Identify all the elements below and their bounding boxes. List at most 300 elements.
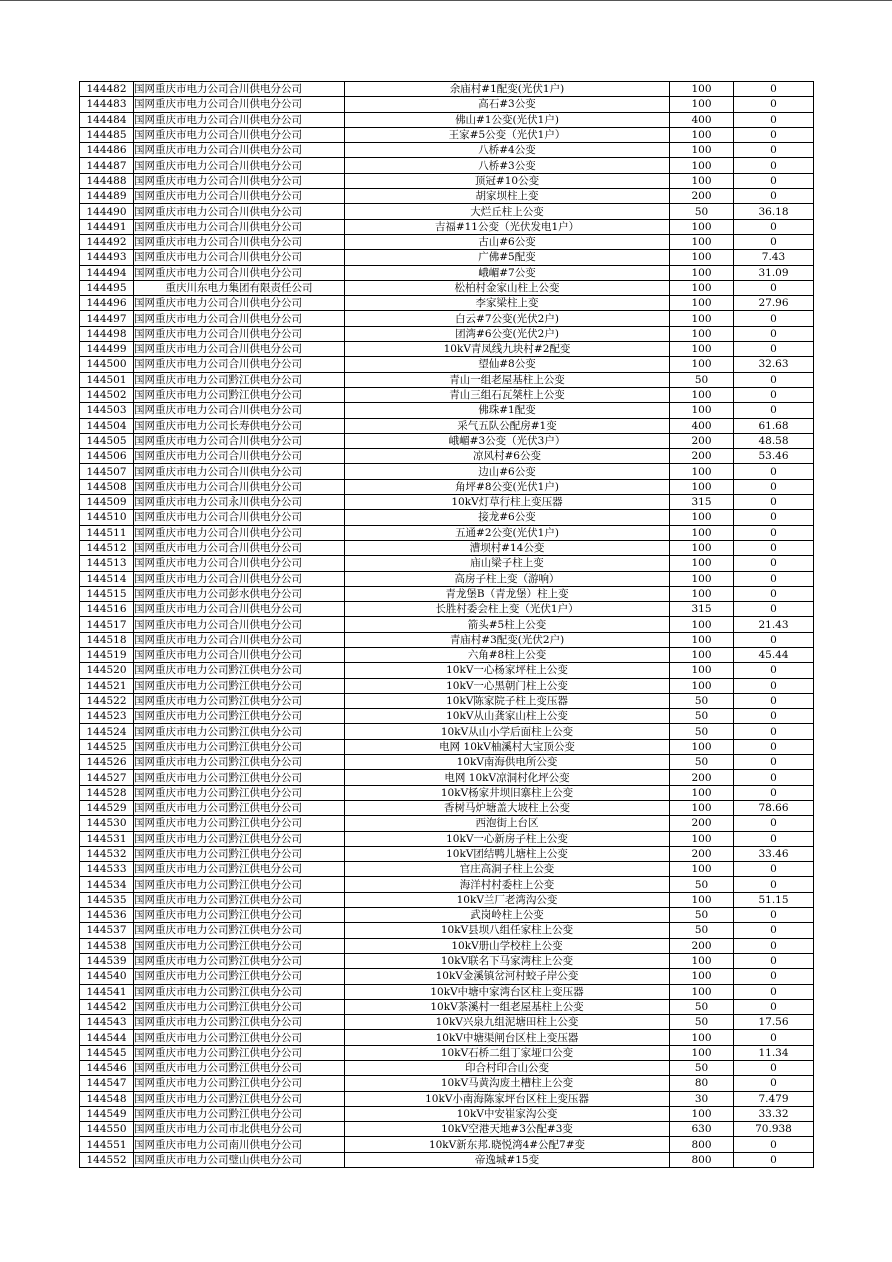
table-row (80, 800, 814, 815)
table-row (80, 785, 814, 800)
cell-id: 144544 (80, 1030, 134, 1045)
cell-value: 0 (734, 877, 814, 892)
cell-value: 0 (734, 510, 814, 525)
cell-company: 国网重庆市电力公司黔江供电分公司 (134, 1045, 345, 1060)
cell-value: 0 (734, 112, 814, 127)
cell-value: 0 (734, 1137, 814, 1152)
cell-id: 144529 (80, 800, 134, 815)
cell-substation-name: 10kV兰厂老湾沟公变 (345, 892, 670, 907)
cell-substation-name: 10kV茶溪村一组老屋基柱上公变 (345, 999, 670, 1014)
cell-substation-name: 庙山梁子柱上变 (345, 556, 670, 571)
table-row (80, 127, 814, 142)
cell-value: 0 (734, 387, 814, 402)
cell-value: 0 (734, 189, 814, 204)
cell-substation-name: 漕坝村#14公变 (345, 540, 670, 555)
cell-substation-name: 团湾#6公变(光伏2户) (345, 326, 670, 341)
cell-substation-name: 印合村印合山公变 (345, 1061, 670, 1076)
table-row (80, 938, 814, 953)
cell-value: 0 (734, 816, 814, 831)
table-row (80, 1061, 814, 1076)
cell-substation-name: 佛山#1公变(光伏1户) (345, 112, 670, 127)
cell-company: 国网重庆市电力公司黔江供电分公司 (134, 908, 345, 923)
cell-substation-name: 峨嵋#7公变 (345, 265, 670, 280)
cell-company: 国网重庆市电力公司黔江供电分公司 (134, 831, 345, 846)
cell-company: 国网重庆市电力公司合川供电分公司 (134, 479, 345, 494)
cell-capacity: 100 (670, 647, 734, 662)
cell-value: 0 (734, 938, 814, 953)
cell-substation-name: 高石#3公变 (345, 97, 670, 112)
cell-capacity: 100 (670, 158, 734, 173)
cell-capacity: 50 (670, 724, 734, 739)
cell-id: 144495 (80, 280, 134, 295)
table-row (80, 1106, 814, 1121)
cell-value: 0 (734, 785, 814, 800)
cell-company: 国网重庆市电力公司黔江供电分公司 (134, 770, 345, 785)
cell-substation-name: 古山#6公变 (345, 234, 670, 249)
cell-value: 27.96 (734, 296, 814, 311)
table-row (80, 234, 814, 249)
cell-substation-name: 西泡街上台区 (345, 816, 670, 831)
cell-id: 144507 (80, 464, 134, 479)
table-row (80, 219, 814, 234)
cell-id: 144528 (80, 785, 134, 800)
cell-company: 国网重庆市电力公司合川供电分公司 (134, 632, 345, 647)
cell-substation-name: 武岗岭柱上公变 (345, 908, 670, 923)
table-row (80, 709, 814, 724)
cell-value: 33.32 (734, 1106, 814, 1121)
cell-value: 53.46 (734, 449, 814, 464)
cell-company: 国网重庆市电力公司合川供电分公司 (134, 296, 345, 311)
cell-company: 国网重庆市电力公司合川供电分公司 (134, 357, 345, 372)
table-row (80, 495, 814, 510)
cell-capacity: 30 (670, 1091, 734, 1106)
table-row (80, 250, 814, 265)
table-row (80, 97, 814, 112)
cell-id: 144518 (80, 632, 134, 647)
cell-substation-name: 10kV一心新房子柱上公变 (345, 831, 670, 846)
cell-substation-name: 电网 10kV凉洞村化坪公变 (345, 770, 670, 785)
cell-id: 144523 (80, 709, 134, 724)
cell-id: 144547 (80, 1076, 134, 1091)
cell-capacity: 100 (670, 234, 734, 249)
cell-company: 国网重庆市电力公司黔江供电分公司 (134, 755, 345, 770)
table-row (80, 510, 814, 525)
cell-id: 144512 (80, 540, 134, 555)
cell-substation-name: 香树马炉塘盖大坡柱上公变 (345, 800, 670, 815)
cell-id: 144498 (80, 326, 134, 341)
cell-substation-name: 10kV中塘渠闸台区柱上变压器 (345, 1030, 670, 1045)
cell-id: 144482 (80, 82, 134, 97)
cell-id: 144483 (80, 97, 134, 112)
cell-id: 144503 (80, 403, 134, 418)
cell-company: 国网重庆市电力公司合川供电分公司 (134, 449, 345, 464)
cell-value: 0 (734, 770, 814, 785)
cell-value: 0 (734, 158, 814, 173)
table-row (80, 770, 814, 785)
cell-substation-name: 六角#8柱上公变 (345, 647, 670, 662)
cell-company: 国网重庆市电力公司黔江供电分公司 (134, 1076, 345, 1091)
cell-capacity: 800 (670, 1152, 734, 1167)
cell-value: 0 (734, 632, 814, 647)
table-row (80, 571, 814, 586)
cell-company: 国网重庆市电力公司黔江供电分公司 (134, 1061, 345, 1076)
cell-id: 144552 (80, 1152, 134, 1167)
table-row (80, 1152, 814, 1167)
cell-company: 国网重庆市电力公司合川供电分公司 (134, 143, 345, 158)
cell-capacity: 100 (670, 342, 734, 357)
cell-id: 144527 (80, 770, 134, 785)
cell-company: 国网重庆市电力公司合川供电分公司 (134, 97, 345, 112)
cell-capacity: 50 (670, 923, 734, 938)
cell-company: 国网重庆市电力公司合川供电分公司 (134, 82, 345, 97)
cell-capacity: 50 (670, 755, 734, 770)
cell-substation-name: 接龙#6公变 (345, 510, 670, 525)
cell-capacity: 400 (670, 112, 734, 127)
table-row (80, 862, 814, 877)
cell-value: 0 (734, 953, 814, 968)
cell-company: 国网重庆市电力公司合川供电分公司 (134, 617, 345, 632)
cell-substation-name: 10kV南海供电所公变 (345, 755, 670, 770)
cell-capacity: 100 (670, 464, 734, 479)
cell-substation-name: 10kV县坝八组任家柱上公变 (345, 923, 670, 938)
cell-capacity: 100 (670, 540, 734, 555)
table-row (80, 617, 814, 632)
cell-value: 0 (734, 755, 814, 770)
cell-substation-name: 10kV新东邦.晓悦湾4#公配7#变 (345, 1137, 670, 1152)
cell-value: 0 (734, 862, 814, 877)
cell-company: 国网重庆市电力公司合川供电分公司 (134, 571, 345, 586)
cell-substation-name: 10kV中塘中家湾台区柱上变压器 (345, 984, 670, 999)
cell-company: 国网重庆市电力公司合川供电分公司 (134, 602, 345, 617)
cell-id: 144540 (80, 969, 134, 984)
cell-company: 国网重庆市电力公司黔江供电分公司 (134, 1106, 345, 1121)
cell-company: 国网重庆市电力公司黔江供电分公司 (134, 877, 345, 892)
cell-substation-name: 10kV从山小学后面柱上公变 (345, 724, 670, 739)
cell-id: 144510 (80, 510, 134, 525)
cell-capacity: 100 (670, 280, 734, 295)
cell-company: 国网重庆市电力公司黔江供电分公司 (134, 1091, 345, 1106)
table-row (80, 846, 814, 861)
cell-id: 144531 (80, 831, 134, 846)
cell-value: 0 (734, 495, 814, 510)
cell-value: 0 (734, 540, 814, 555)
cell-id: 144511 (80, 525, 134, 540)
cell-id: 144496 (80, 296, 134, 311)
cell-value: 0 (734, 326, 814, 341)
table-row (80, 831, 814, 846)
cell-substation-name: 10kV杨家井坝旧寨柱上公变 (345, 785, 670, 800)
cell-company: 国网重庆市电力公司长寿供电分公司 (134, 418, 345, 433)
cell-value: 0 (734, 372, 814, 387)
cell-id: 144530 (80, 816, 134, 831)
cell-value: 48.58 (734, 433, 814, 448)
cell-capacity: 100 (670, 479, 734, 494)
cell-id: 144536 (80, 908, 134, 923)
cell-company: 国网重庆市电力公司黔江供电分公司 (134, 693, 345, 708)
cell-value: 0 (734, 831, 814, 846)
table-row (80, 1045, 814, 1060)
cell-id: 144508 (80, 479, 134, 494)
cell-company: 国网重庆市电力公司黔江供电分公司 (134, 999, 345, 1014)
cell-substation-name: 10kV青凤线九块村#2配变 (345, 342, 670, 357)
cell-id: 144491 (80, 219, 134, 234)
cell-id: 144500 (80, 357, 134, 372)
cell-company: 国网重庆市电力公司合川供电分公司 (134, 556, 345, 571)
cell-substation-name: 白云#7公变(光伏2户) (345, 311, 670, 326)
cell-substation-name: 青山三组石瓦桀柱上公变 (345, 387, 670, 402)
cell-capacity: 100 (670, 510, 734, 525)
cell-value: 0 (734, 479, 814, 494)
cell-value: 32.63 (734, 357, 814, 372)
cell-id: 144541 (80, 984, 134, 999)
table-row (80, 357, 814, 372)
cell-id: 144485 (80, 127, 134, 142)
cell-substation-name: 10kV马黄沟废土槽柱上公变 (345, 1076, 670, 1091)
cell-id: 144515 (80, 586, 134, 601)
table-row (80, 296, 814, 311)
cell-company: 国网重庆市电力公司市北供电分公司 (134, 1122, 345, 1137)
cell-capacity: 100 (670, 617, 734, 632)
cell-company: 国网重庆市电力公司彭水供电分公司 (134, 586, 345, 601)
cell-company: 国网重庆市电力公司合川供电分公司 (134, 173, 345, 188)
table-row (80, 204, 814, 219)
cell-capacity: 200 (670, 433, 734, 448)
cell-capacity: 100 (670, 525, 734, 540)
cell-company: 国网重庆市电力公司合川供电分公司 (134, 265, 345, 280)
cell-value: 0 (734, 923, 814, 938)
table-row (80, 265, 814, 280)
cell-substation-name: 松柏村金家山柱上公变 (345, 280, 670, 295)
cell-capacity: 100 (670, 1030, 734, 1045)
cell-capacity: 50 (670, 709, 734, 724)
cell-value: 36.18 (734, 204, 814, 219)
cell-substation-name: 顶冠#10公变 (345, 173, 670, 188)
table-row (80, 311, 814, 326)
cell-capacity: 100 (670, 403, 734, 418)
cell-capacity: 100 (670, 831, 734, 846)
cell-capacity: 100 (670, 862, 734, 877)
table-row (80, 1137, 814, 1152)
cell-id: 144548 (80, 1091, 134, 1106)
table-row (80, 342, 814, 357)
cell-id: 144487 (80, 158, 134, 173)
cell-value: 0 (734, 143, 814, 158)
table-row (80, 540, 814, 555)
cell-company: 重庆川东电力集团有限责任公司 (134, 280, 345, 295)
table-row (80, 693, 814, 708)
cell-value: 0 (734, 342, 814, 357)
table-row (80, 755, 814, 770)
cell-value: 33.46 (734, 846, 814, 861)
cell-id: 144514 (80, 571, 134, 586)
cell-capacity: 100 (670, 739, 734, 754)
table-row (80, 189, 814, 204)
table-row (80, 647, 814, 662)
table-row (80, 372, 814, 387)
substation-table (79, 81, 814, 1168)
cell-substation-name: 青庙村#3配变(光伏2户) (345, 632, 670, 647)
cell-id: 144486 (80, 143, 134, 158)
cell-value: 11.34 (734, 1045, 814, 1060)
cell-capacity: 100 (670, 571, 734, 586)
cell-substation-name: 电网 10kV柚溪村大宝顶公变 (345, 739, 670, 754)
cell-value: 0 (734, 739, 814, 754)
cell-value: 0 (734, 693, 814, 708)
cell-id: 144497 (80, 311, 134, 326)
cell-capacity: 100 (670, 1045, 734, 1060)
cell-company: 国网重庆市电力公司黔江供电分公司 (134, 862, 345, 877)
cell-value: 0 (734, 525, 814, 540)
cell-company: 国网重庆市电力公司黔江供电分公司 (134, 984, 345, 999)
cell-substation-name: 10kV小南海陈家坪台区柱上变压器 (345, 1091, 670, 1106)
cell-value: 0 (734, 999, 814, 1014)
table-row (80, 678, 814, 693)
cell-company: 国网重庆市电力公司合川供电分公司 (134, 403, 345, 418)
cell-id: 144501 (80, 372, 134, 387)
cell-capacity: 100 (670, 173, 734, 188)
cell-value: 0 (734, 173, 814, 188)
cell-substation-name: 大烂丘柱上公变 (345, 204, 670, 219)
cell-capacity: 100 (670, 357, 734, 372)
cell-value: 17.56 (734, 1015, 814, 1030)
table-row (80, 984, 814, 999)
cell-id: 144525 (80, 739, 134, 754)
cell-company: 国网重庆市电力公司合川供电分公司 (134, 112, 345, 127)
cell-substation-name: 余庙村#1配变(光伏1户) (345, 82, 670, 97)
cell-id: 144520 (80, 663, 134, 678)
cell-id: 144492 (80, 234, 134, 249)
cell-capacity: 100 (670, 265, 734, 280)
table-row (80, 387, 814, 402)
cell-company: 国网重庆市电力公司黔江供电分公司 (134, 800, 345, 815)
cell-company: 国网重庆市电力公司合川供电分公司 (134, 158, 345, 173)
cell-id: 144509 (80, 495, 134, 510)
cell-capacity: 100 (670, 296, 734, 311)
table-row (80, 969, 814, 984)
cell-id: 144484 (80, 112, 134, 127)
cell-id: 144534 (80, 877, 134, 892)
cell-company: 国网重庆市电力公司黔江供电分公司 (134, 953, 345, 968)
cell-company: 国网重庆市电力公司黔江供电分公司 (134, 724, 345, 739)
cell-capacity: 50 (670, 908, 734, 923)
cell-company: 国网重庆市电力公司合川供电分公司 (134, 219, 345, 234)
cell-id: 144516 (80, 602, 134, 617)
cell-substation-name: 官庄高洞子柱上公变 (345, 862, 670, 877)
table-row (80, 1015, 814, 1030)
cell-value: 51.15 (734, 892, 814, 907)
cell-capacity: 200 (670, 816, 734, 831)
cell-value: 0 (734, 969, 814, 984)
cell-company: 国网重庆市电力公司合川供电分公司 (134, 647, 345, 662)
cell-substation-name: 箭头#5柱上公变 (345, 617, 670, 632)
table-row (80, 280, 814, 295)
cell-value: 0 (734, 1030, 814, 1045)
cell-substation-name: 10kV空港天地#3公配#3变 (345, 1122, 670, 1137)
cell-id: 144539 (80, 953, 134, 968)
table-row (80, 479, 814, 494)
table-row (80, 892, 814, 907)
cell-value: 31.09 (734, 265, 814, 280)
cell-id: 144502 (80, 387, 134, 402)
cell-value: 0 (734, 678, 814, 693)
cell-company: 国网重庆市电力公司黔江供电分公司 (134, 739, 345, 754)
cell-value: 21.43 (734, 617, 814, 632)
table-row (80, 632, 814, 647)
page-top-border (0, 0, 892, 1)
cell-company: 国网重庆市电力公司黔江供电分公司 (134, 923, 345, 938)
cell-substation-name: 八桥#4公变 (345, 143, 670, 158)
cell-capacity: 50 (670, 1061, 734, 1076)
cell-company: 国网重庆市电力公司合川供电分公司 (134, 464, 345, 479)
cell-company: 国网重庆市电力公司黔江供电分公司 (134, 387, 345, 402)
cell-value: 0 (734, 82, 814, 97)
cell-id: 144504 (80, 418, 134, 433)
table-row (80, 923, 814, 938)
cell-company: 国网重庆市电力公司合川供电分公司 (134, 311, 345, 326)
cell-value: 0 (734, 709, 814, 724)
cell-value: 0 (734, 1152, 814, 1167)
cell-substation-name: 10kV灯草行柱上变压器 (345, 495, 670, 510)
cell-value: 0 (734, 464, 814, 479)
cell-company: 国网重庆市电力公司合川供电分公司 (134, 204, 345, 219)
cell-capacity: 50 (670, 1015, 734, 1030)
cell-value: 0 (734, 602, 814, 617)
cell-value: 61.68 (734, 418, 814, 433)
cell-capacity: 200 (670, 189, 734, 204)
cell-value: 0 (734, 97, 814, 112)
table-row (80, 82, 814, 97)
cell-id: 144490 (80, 204, 134, 219)
cell-company: 国网重庆市电力公司黔江供电分公司 (134, 785, 345, 800)
table-row (80, 403, 814, 418)
cell-company: 国网重庆市电力公司黔江供电分公司 (134, 372, 345, 387)
cell-capacity: 100 (670, 800, 734, 815)
cell-id: 144522 (80, 693, 134, 708)
cell-value: 70.938 (734, 1122, 814, 1137)
cell-id: 144488 (80, 173, 134, 188)
cell-capacity: 100 (670, 1106, 734, 1121)
table-row (80, 449, 814, 464)
cell-value: 0 (734, 571, 814, 586)
cell-company: 国网重庆市电力公司黔江供电分公司 (134, 678, 345, 693)
cell-id: 144524 (80, 724, 134, 739)
cell-value: 0 (734, 724, 814, 739)
cell-value: 0 (734, 1076, 814, 1091)
cell-capacity: 50 (670, 999, 734, 1014)
cell-capacity: 80 (670, 1076, 734, 1091)
cell-id: 144519 (80, 647, 134, 662)
cell-company: 国网重庆市电力公司黔江供电分公司 (134, 846, 345, 861)
cell-value: 0 (734, 234, 814, 249)
cell-capacity: 100 (670, 97, 734, 112)
table-row (80, 112, 814, 127)
cell-id: 144526 (80, 755, 134, 770)
cell-capacity: 100 (670, 387, 734, 402)
cell-value: 0 (734, 127, 814, 142)
cell-company: 国网重庆市电力公司璧山供电分公司 (134, 1152, 345, 1167)
table-row (80, 1091, 814, 1106)
cell-substation-name: 广佛#5配变 (345, 250, 670, 265)
table-row (80, 586, 814, 601)
cell-id: 144513 (80, 556, 134, 571)
table-row (80, 908, 814, 923)
table-row (80, 999, 814, 1014)
table-row (80, 1030, 814, 1045)
cell-substation-name: 佛珠#1配变 (345, 403, 670, 418)
cell-id: 144505 (80, 433, 134, 448)
table-row (80, 464, 814, 479)
cell-company: 国网重庆市电力公司黔江供电分公司 (134, 816, 345, 831)
